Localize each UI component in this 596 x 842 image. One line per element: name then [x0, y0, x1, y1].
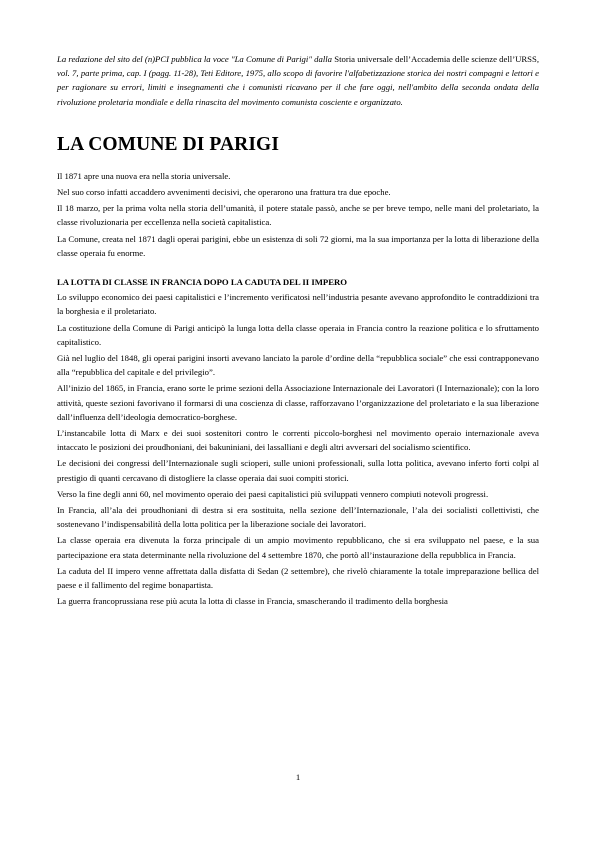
paragraph: Verso la fine degli anni 60, nel movimento operaio dei paesi capitalistici più sviluppati vennero compiuti notevoli progressi. — [57, 488, 489, 499]
paragraph: La classe operaia era divenuta la forza principale di un ampio movimento repubblicano, che si era sviluppato nel paese, e la sua partecipazione era stata determinante nella rivoluzione del 4 settembre 1870, che portò all’instaurazione della repubblica in Francia. — [57, 535, 539, 560]
section-title: LA LOTTA DI CLASSE IN FRANCIA DOPO LA CADUTA DEL II IMPERO — [57, 277, 348, 288]
paragraph: Nel suo corso infatti accaddero avvenimenti decisivi, che operarono una frattura tra due epoche. — [57, 187, 391, 198]
page-number: 1 — [295, 772, 301, 782]
paragraph: In Francia, all’ala dei proudhoniani di destra si era sostituita, nella sezione dell’Internazionale, l’ala dei socialisti collettivisti, che sostenevano l’indispensabilità della lotta politica per la liberazione sociale dei lavoratori. — [57, 505, 539, 530]
paragraph: La caduta del II impero venne affrettata dalla disfatta di Sedan (2 settembre), che rivelò chiaramente la totale impreparazione bellica del paese e il fallimento del regime bonapartista. — [57, 565, 539, 591]
paragraph: All’inizio del 1865, in Francia, erano sorte le prime sezioni della Associazione Internazionale dei Lavoratori (I Internazionale); con la loro attività, queste sezioni favorivano il formarsi di una coscienza di classe, rafforzavano l’organizzazione del proletariato e la sua liberazione dall’influenza dell’ideologia democratico-borghese. — [57, 383, 539, 422]
page-content — [57, 52, 539, 611]
intro-note — [57, 52, 539, 109]
paragraph: La costituzione della Comune di Parigi anticipò la lunga lotta della classe operaia in Francia contro la reazione politica e lo sfruttamento capitalistico. — [57, 322, 539, 347]
paragraph: Già nel luglio del 1848, gli operai parigini insorti avevano lanciato la parole d’ordine della “repubblica sociale” che essi contrapponevano alla “repubblica del capitale e del privilegio”. — [57, 353, 539, 378]
intro-part-1: La redazione del sito del (n)PCI pubblica la voce "La Comune di Parigi" dalla — [57, 54, 335, 64]
opening-paragraphs — [57, 169, 539, 260]
paragraph: L’instancabile lotta di Marx e dei suoi sostenitori contro le correnti piccolo-borghesi nel movimento operaio internazionale aveva intaccato le posizioni dei proudhoniani, dei bakuniniani, dei lassalliani e degli altri avversari del socialismo scientifico. — [57, 428, 539, 453]
paragraph: Il 18 marzo, per la prima volta nella storia dell’umanità, il potere statale passò, anche se per breve tempo, nelle mani del proletariato, la classe rivoluzionaria per eccellenza nella società capitalistica. — [57, 203, 539, 228]
section-paragraphs — [57, 290, 539, 608]
page-title: LA COMUNE DI PARIGI — [57, 133, 280, 155]
paragraph: Il 1871 apre una nuova era nella storia universale. — [57, 170, 231, 181]
intro-part-2: Storia universale dell’Accademia delle scienze dell’URSS — [334, 54, 537, 64]
paragraph: La guerra francoprussiana rese più acuta la lotta di classe in Francia, smascherando il tradimento della borghesia — [57, 596, 448, 607]
intro-part-3: , vol. 7, parte prima, cap. I (pagg. 11-28), Teti Editore, 1975, allo scopo di favorire l'alfabetizzazione storica dei nostri compagni e lettori e per ragionare su errori, limiti e insegnamenti che i comunisti ricavano per il che fare oggi, nell'ambito della seconda ondata della rivoluzione proletaria mondiale e della rinascita del movimento comunista cosciente e organizzato. — [57, 54, 539, 107]
paragraph: Le decisioni dei congressi dell’Internazionale sugli scioperi, sulle unioni professionali, sulla lotta politica, avevano inferto forti colpi al prestigio di quanti cercavano di distogliere la classe operaia dai suoi compiti storici. — [57, 458, 539, 483]
paragraph: Lo sviluppo economico dei paesi capitalistici e l’incremento verificatosi nell’industria pesante avevano approfondito le contraddizioni tra la borghesia e il proletariato. — [57, 292, 539, 317]
paragraph: La Comune, creata nel 1871 dagli operai parigini, ebbe un esistenza di soli 72 giorni, ma la sua importanza per la lotta di liberazione della classe operaia fu enorme. — [57, 233, 539, 258]
